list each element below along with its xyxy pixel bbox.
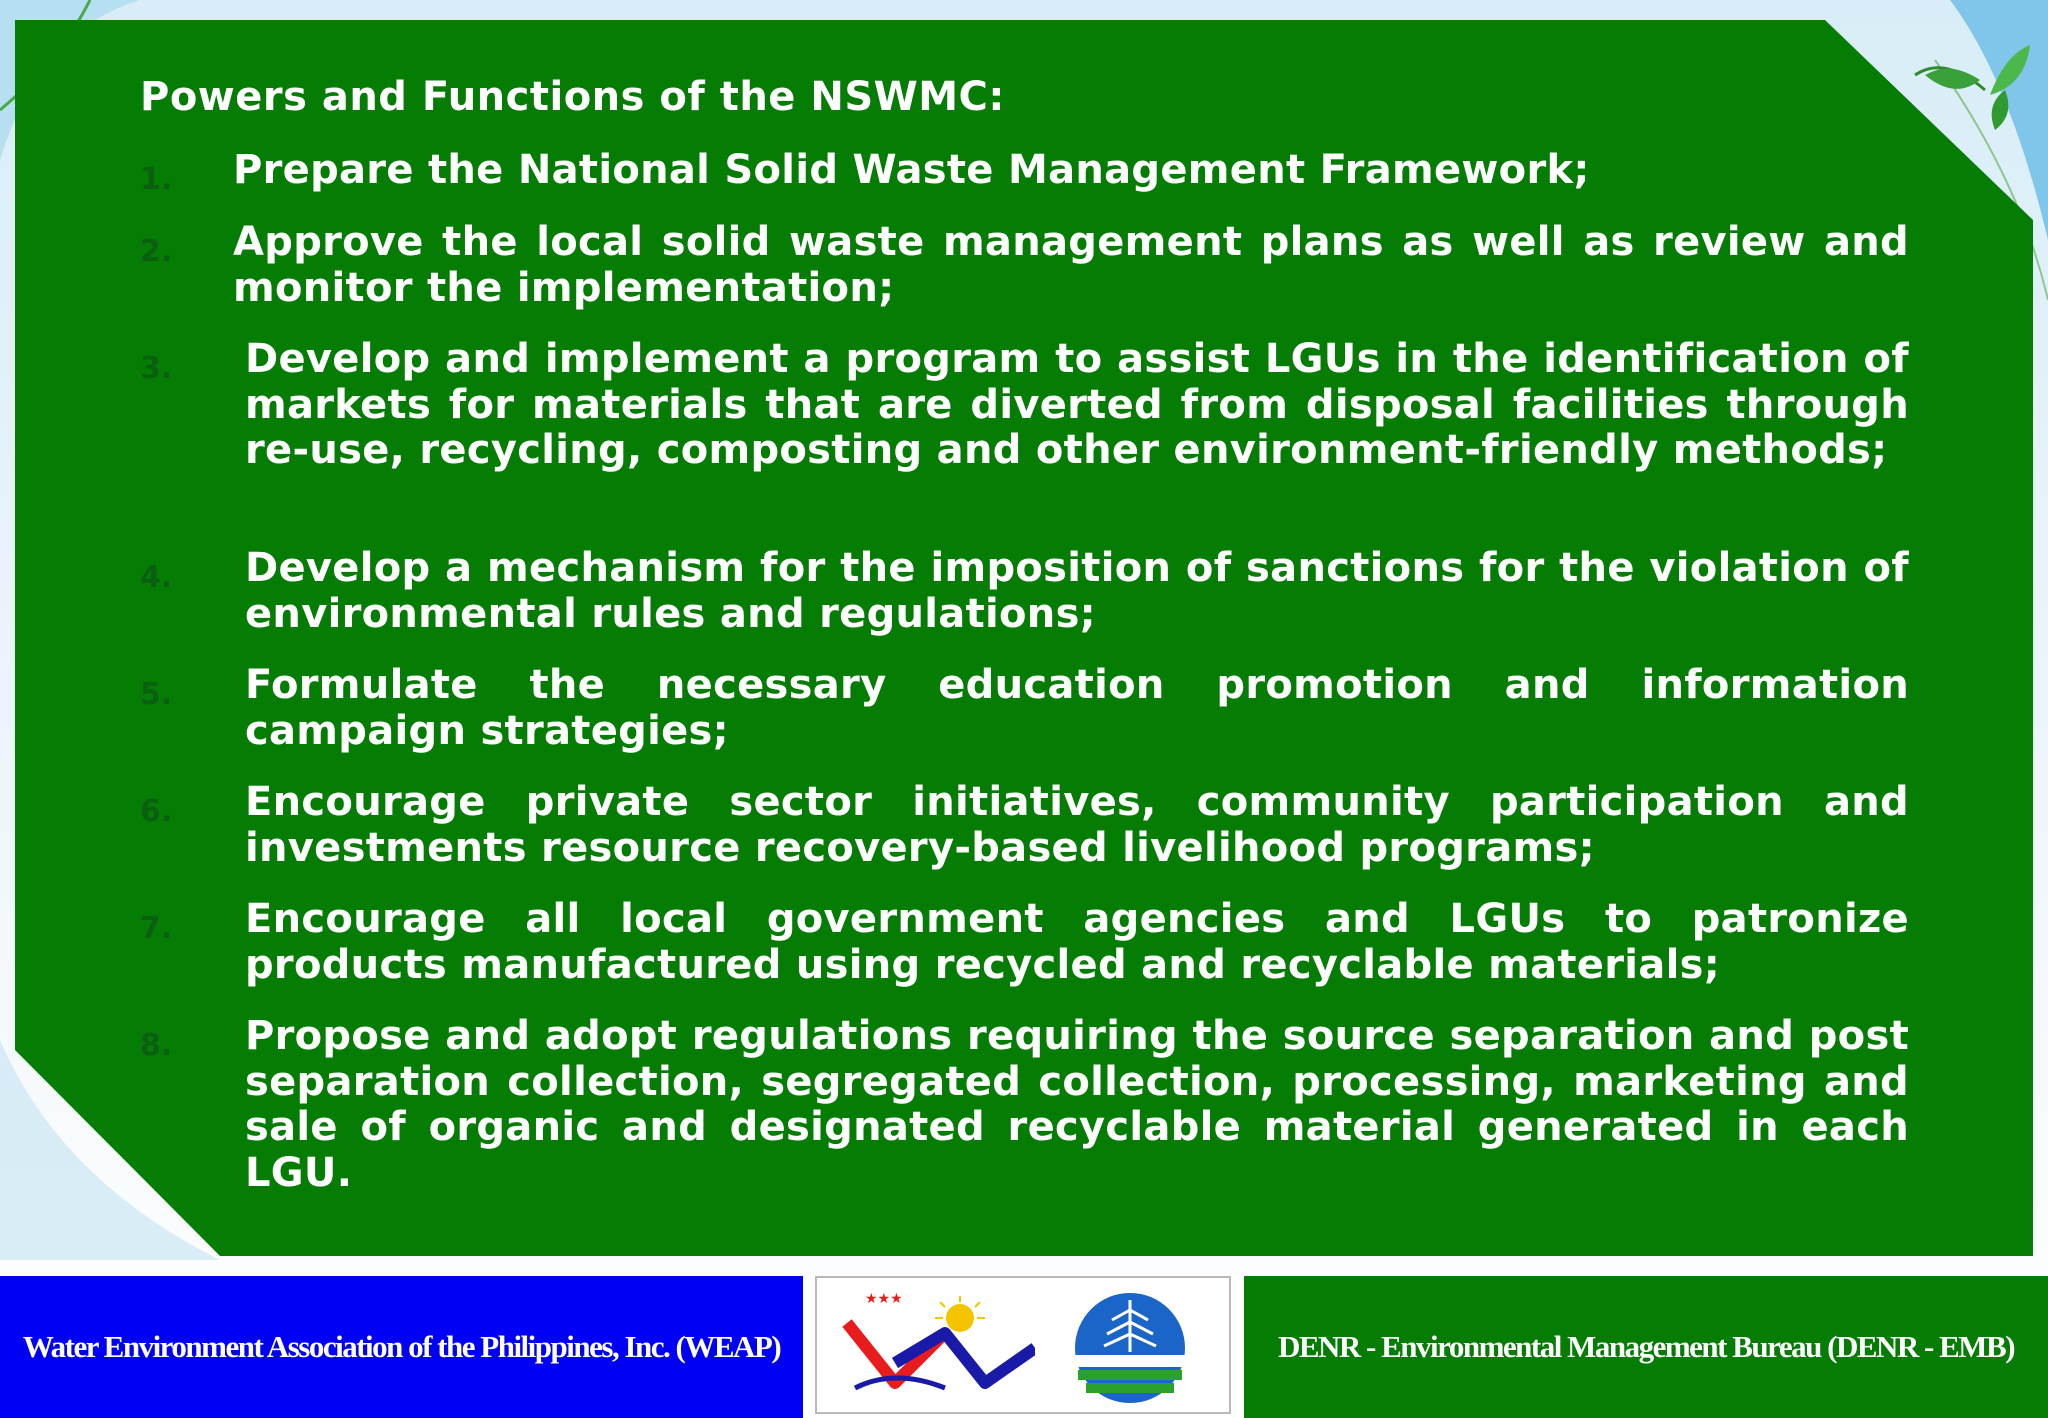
item-number: 7.	[140, 911, 173, 946]
footer-weap-label: Water Environment Association of the Philippines, Inc. (WEAP)	[22, 1329, 781, 1364]
item-number: 2.	[140, 234, 173, 269]
item-number: 4.	[140, 560, 173, 595]
leaf-icon	[1905, 35, 2035, 135]
item-number: 5.	[140, 677, 173, 712]
item-text: Prepare the National Solid Waste Management Framework;	[233, 147, 1590, 193]
weap-logo	[835, 1288, 1035, 1403]
svg-text:★★★: ★★★	[865, 1291, 903, 1307]
item-text: Propose and adopt regulations requiring the source separation and post separation collection, segregated collection, processing, marketing and sale of organic and designated recyclable material generated in each LGU.	[245, 1013, 1909, 1196]
slide-title: Powers and Functions of the NSWMC:	[140, 74, 1005, 120]
item-text: Formulate the necessary education promotion and information campaign strategies;	[245, 662, 1909, 754]
item-text: Approve the local solid waste management plans as well as review and monitor the implementation;	[233, 219, 1909, 311]
item-number: 1.	[140, 162, 173, 197]
item-text: Encourage private sector initiatives, community participation and investments resource recovery-based livelihood programs;	[245, 779, 1909, 871]
footer-denr-label: DENR - Environmental Management Bureau (DENR - EMB)	[1277, 1329, 2015, 1364]
item-number: 6.	[140, 794, 173, 829]
item-text: Develop and implement a program to assist LGUs in the identification of markets for materials that are diverted from disposal facilities through re-use, recycling, composting and other environment-friendly methods;	[245, 336, 1909, 473]
item-text: Encourage all local government agencies and LGUs to patronize products manufactured using recycled and recyclable materials;	[245, 896, 1909, 988]
item-number: 3.	[140, 351, 173, 386]
denr-logo	[1072, 1290, 1192, 1405]
logo-box	[815, 1276, 1231, 1414]
footer-denr-emb	[1244, 1276, 2048, 1418]
item-number: 8.	[140, 1028, 173, 1063]
item-text: Develop a mechanism for the imposition of sanctions for the violation of environmental rules and regulations;	[245, 545, 1909, 637]
footer-logos	[803, 1276, 1244, 1418]
footer-weap	[0, 1276, 803, 1418]
